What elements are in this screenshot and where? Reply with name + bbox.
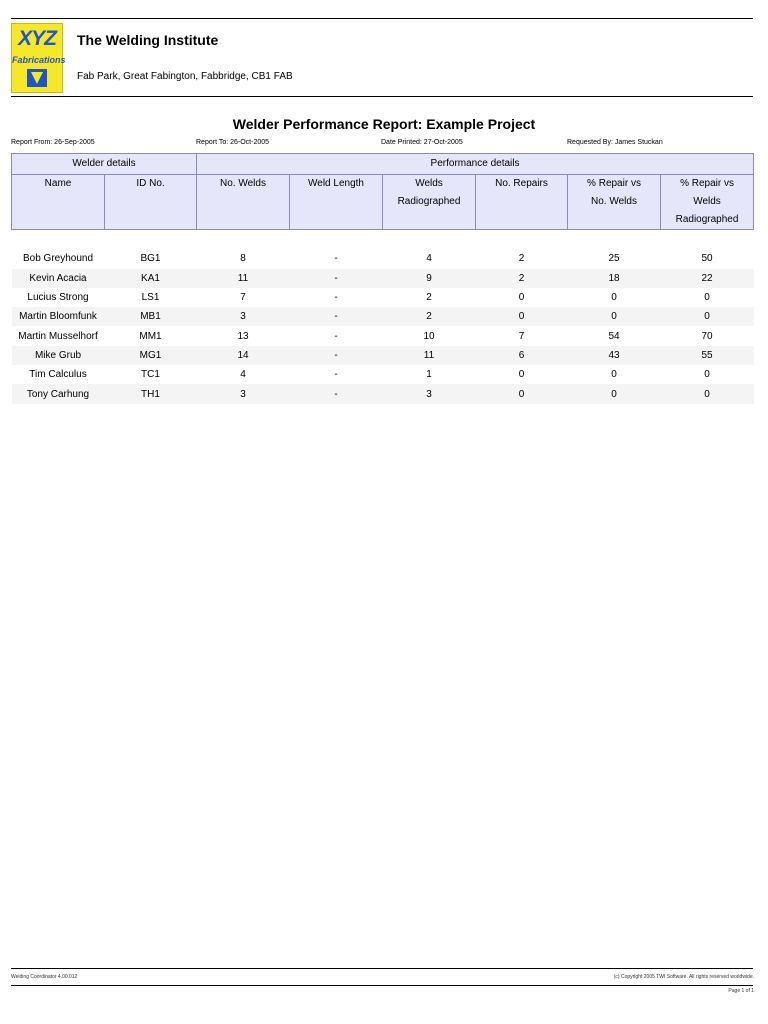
- table-cell: 0: [476, 384, 568, 403]
- spacer-cell: [12, 230, 754, 250]
- column-header: [476, 175, 568, 230]
- table-cell: 2: [383, 307, 476, 326]
- top-rule: [11, 18, 753, 19]
- table-cell: 4: [426, 253, 432, 265]
- table-cell: Kevin Acacia: [12, 269, 105, 288]
- performance-table: [11, 153, 754, 404]
- table-cell: BG1: [140, 253, 161, 265]
- table-cell: -: [334, 292, 338, 304]
- table-row: [12, 249, 754, 268]
- table-cell: MB1: [105, 307, 197, 326]
- footer-rule-top: [11, 968, 753, 969]
- table-cell: 1: [426, 369, 432, 381]
- table-row: [12, 307, 754, 326]
- table-row: [12, 384, 754, 403]
- organization-name: The Welding Institute: [77, 32, 219, 48]
- table-cell: Mike Grub: [12, 346, 105, 365]
- table-cell: 22: [661, 269, 754, 288]
- table-cell: 14: [197, 346, 290, 365]
- table-cell: 13: [237, 330, 249, 342]
- column-header-line1: No. Repairs: [495, 178, 548, 189]
- downward-triangle-icon: [27, 69, 47, 87]
- table-cell: 0: [611, 292, 617, 304]
- table-cell: -: [290, 384, 383, 403]
- table-cell: 0: [661, 307, 754, 326]
- table-cell: -: [290, 269, 383, 288]
- column-header-line1: Weld Length: [308, 178, 364, 189]
- table-cell: 3: [197, 384, 290, 403]
- table-row: [12, 288, 754, 307]
- column-header: [568, 175, 661, 230]
- table-cell: KA1: [105, 269, 197, 288]
- table-cell: 6: [476, 346, 568, 365]
- table-cell: MM1: [139, 330, 162, 342]
- table-cell: 0: [661, 384, 754, 403]
- column-header: [383, 175, 476, 230]
- welder-details-header: Welder details: [12, 154, 197, 175]
- logo-text-fabrications: Fabrications: [12, 55, 66, 65]
- table-cell: Martin Musselhorf: [18, 330, 98, 342]
- table-cell: 25: [608, 253, 620, 265]
- table-cell: 70: [701, 330, 713, 342]
- column-header-line2: Welds Radiographed: [675, 196, 739, 225]
- column-header-line1: % Repair vs: [680, 178, 734, 189]
- column-header-line2: No. Welds: [591, 196, 637, 207]
- page-number: Page 1 of 1: [728, 988, 754, 994]
- table-cell: 7: [518, 330, 525, 342]
- table-cell: 0: [568, 384, 661, 403]
- table-row: [12, 326, 754, 345]
- table-cell: Bob Greyhound: [22, 253, 94, 265]
- column-header-line1: % Repair vs: [587, 178, 641, 189]
- header-rule: [11, 96, 753, 97]
- column-header: [661, 175, 754, 230]
- table-cell: 11: [197, 269, 290, 288]
- table-cell: 0: [704, 292, 710, 304]
- table-cell: Lucius Strong: [27, 292, 89, 304]
- column-header-line1: No. Welds: [220, 178, 266, 189]
- table-cell: 54: [608, 330, 620, 342]
- table-cell: -: [334, 369, 338, 381]
- table-cell: 3: [383, 384, 476, 403]
- column-header: [290, 175, 383, 230]
- table-cell: 0: [518, 292, 525, 304]
- table-cell: 2: [476, 269, 568, 288]
- copyright-notice: (c) Copyright 2005 TWI Software. All rights reserved worldwide.: [613, 974, 754, 980]
- table-cell: 55: [661, 346, 754, 365]
- logo-text-xyz: XYZ: [18, 27, 56, 50]
- table-cell: 2: [518, 253, 525, 265]
- table-cell: 0: [476, 307, 568, 326]
- table-cell: 7: [240, 292, 246, 304]
- table-body: [12, 230, 754, 404]
- column-header-line1: Welds: [415, 178, 443, 189]
- table-cell: 8: [240, 253, 246, 265]
- table-cell: 3: [197, 307, 290, 326]
- table-cell: LS1: [141, 292, 160, 304]
- report-title: Welder Performance Report: Example Project: [232, 116, 536, 132]
- table-cell: 43: [568, 346, 661, 365]
- table-cell: -: [334, 253, 338, 265]
- column-header-row: [12, 175, 754, 230]
- column-header: [12, 175, 105, 230]
- table-row: [12, 269, 754, 288]
- table-cell: 50: [701, 253, 713, 265]
- report-from: Report From: 26-Sep-2005: [11, 139, 95, 146]
- report-to: Report To: 26-Oct-2005: [196, 139, 270, 146]
- requested-by: Requested By: James Stuckan: [567, 139, 663, 146]
- table-cell: 4: [240, 369, 246, 381]
- table-cell: -: [334, 330, 338, 342]
- column-header-line1: ID No.: [136, 178, 165, 189]
- column-header-line1: Name: [44, 178, 72, 189]
- column-header: [197, 175, 290, 230]
- table-cell: TC1: [141, 369, 160, 381]
- column-header-line2: Radiographed: [397, 196, 461, 207]
- footer-rule-bottom: [11, 985, 753, 986]
- table-cell: MG1: [105, 346, 197, 365]
- table-row: [12, 346, 754, 365]
- table-cell: 10: [423, 330, 435, 342]
- company-logo: [11, 23, 66, 93]
- table-cell: Tony Carhung: [12, 384, 105, 403]
- table-cell: 0: [611, 369, 617, 381]
- table-cell: Tim Calculus: [29, 369, 87, 381]
- organization-address: Fab Park, Great Fabington, Fabbridge, CB1 FAB: [77, 71, 293, 82]
- performance-details-header: Performance details: [197, 154, 754, 175]
- table-row: [12, 365, 754, 384]
- table-cell: 11: [383, 346, 476, 365]
- table-cell: 0: [704, 369, 710, 381]
- spacer-row: [12, 230, 754, 250]
- table-cell: 9: [383, 269, 476, 288]
- date-printed: Date Printed: 27-Oct-2005: [381, 139, 463, 146]
- table-cell: -: [290, 346, 383, 365]
- table-cell: 18: [568, 269, 661, 288]
- table-cell: TH1: [105, 384, 197, 403]
- table-cell: Martin Bloomfunk: [12, 307, 105, 326]
- column-header: [105, 175, 197, 230]
- table-cell: 2: [426, 292, 432, 304]
- table-cell: -: [290, 307, 383, 326]
- table-cell: 0: [568, 307, 661, 326]
- table-cell: 0: [518, 369, 525, 381]
- software-version: Welding Coordinator 4.00.012: [11, 974, 78, 980]
